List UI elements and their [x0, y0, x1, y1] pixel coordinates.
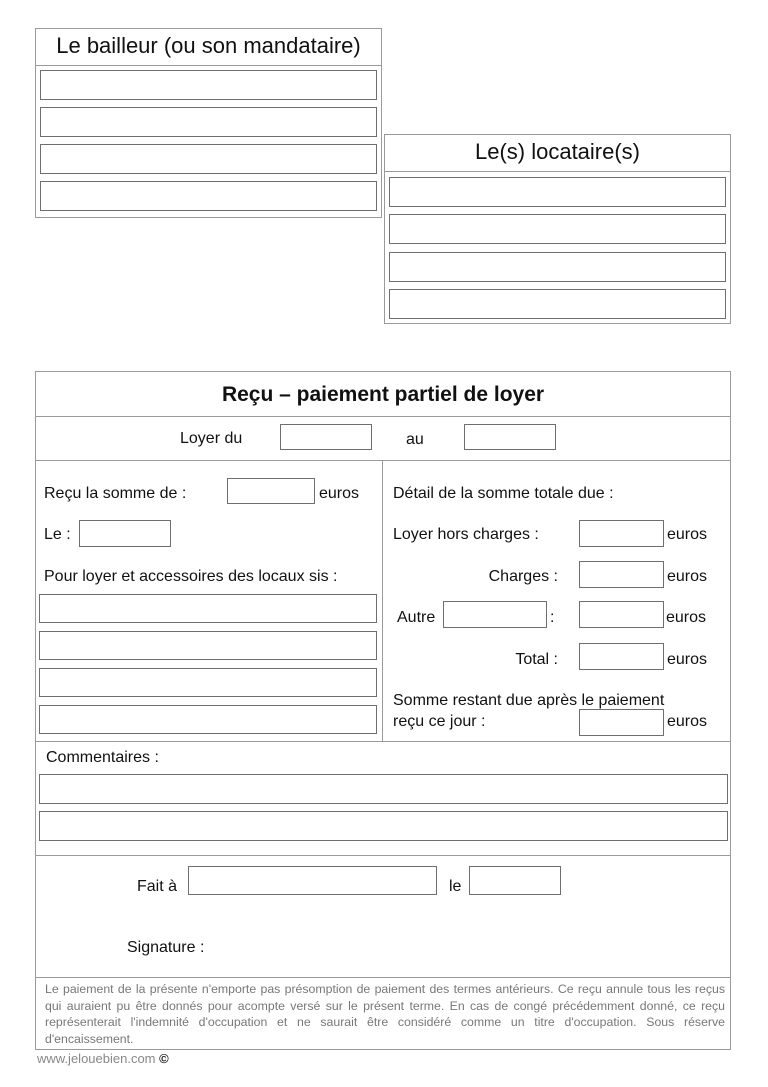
landlord-divider: [36, 65, 381, 66]
other-colon: :: [550, 609, 555, 626]
charges-unit: euros: [667, 568, 708, 585]
landlord-title: Le bailleur (ou son mandataire): [56, 33, 361, 58]
tenant-line-2[interactable]: [389, 214, 726, 244]
title-divider: [36, 416, 730, 417]
period-from-label: Loyer du: [180, 430, 243, 447]
address-line-2[interactable]: [39, 631, 377, 660]
other-amount-field[interactable]: [579, 601, 664, 628]
legal-divider: [36, 977, 730, 978]
total-field[interactable]: [579, 643, 664, 670]
receipt-title: Reçu – paiement partiel de loyer: [221, 383, 545, 406]
period-to-label: au: [406, 431, 424, 448]
remaining-label-line-1: Somme restant due après le paiement: [393, 692, 665, 709]
other-name-field[interactable]: [443, 601, 547, 628]
legal-notice: Le paiement de la présente n'emporte pas présomption de paiement des termes antérieurs. Ce reçu annule tous les reçus qui auraient pu être donnés pour acompte versé sur le présent terme. En cas de congé précédemment donné, ce reçu représenterait l'indemnité d'occupation et ne saurait être considéré comme un titre d'occupation. Sous réserve d'encaissement.: [45, 982, 725, 1046]
tenant-box: [384, 134, 731, 324]
rent-field[interactable]: [579, 520, 664, 547]
remaining-unit: euros: [667, 713, 708, 730]
signing-date-label: le: [449, 878, 462, 895]
landlord-line-1[interactable]: [40, 70, 377, 100]
other-label: Autre: [397, 609, 436, 626]
comments-label: Commentaires :: [46, 749, 159, 766]
tenant-line-1[interactable]: [389, 177, 726, 207]
tenant-title: Le(s) locataire(s): [474, 139, 641, 164]
charges-field[interactable]: [579, 561, 664, 588]
receipt-box: [35, 371, 731, 1050]
place-field[interactable]: [188, 866, 437, 895]
comments-line-1[interactable]: [39, 774, 728, 804]
comments-divider: [36, 855, 730, 856]
address-line-3[interactable]: [39, 668, 377, 697]
amount-label: Reçu la somme de :: [44, 485, 187, 502]
address-line-4[interactable]: [39, 705, 377, 734]
other-unit: euros: [666, 609, 707, 626]
comments-line-2[interactable]: [39, 811, 728, 841]
signature-label: Signature :: [127, 939, 205, 956]
landlord-line-4[interactable]: [40, 181, 377, 211]
signing-date-field[interactable]: [469, 866, 561, 895]
period-to-field[interactable]: [464, 424, 556, 450]
charges-label: Charges :: [488, 568, 558, 585]
tenant-line-3[interactable]: [389, 252, 726, 282]
remaining-label-line-2: reçu ce jour :: [393, 713, 486, 730]
footer: [37, 1051, 169, 1066]
total-label: Total :: [515, 651, 558, 668]
amount-unit: euros: [319, 485, 360, 502]
copyright-icon: ©: [159, 1051, 169, 1066]
period-from-field[interactable]: [280, 424, 372, 450]
landlord-box: [35, 28, 382, 218]
landlord-line-3[interactable]: [40, 144, 377, 174]
address-line-1[interactable]: [39, 594, 377, 623]
rent-unit: euros: [667, 526, 708, 543]
amount-field[interactable]: [227, 478, 315, 504]
remaining-field[interactable]: [579, 709, 664, 736]
columns-bottom-divider: [36, 741, 730, 742]
landlord-line-2[interactable]: [40, 107, 377, 137]
date-label: Le :: [44, 526, 71, 543]
footer-site-link[interactable]: www.jelouebien.com: [37, 1051, 156, 1066]
rent-label: Loyer hors charges :: [393, 526, 539, 543]
place-label: Fait à: [137, 878, 178, 895]
address-label: Pour loyer et accessoires des locaux sis :: [44, 568, 338, 585]
date-field[interactable]: [79, 520, 171, 547]
period-divider: [36, 460, 730, 461]
tenant-line-4[interactable]: [389, 289, 726, 319]
detail-label: Détail de la somme totale due :: [393, 485, 614, 502]
tenant-divider: [385, 171, 730, 172]
column-divider: [382, 460, 383, 741]
total-unit: euros: [667, 651, 708, 668]
